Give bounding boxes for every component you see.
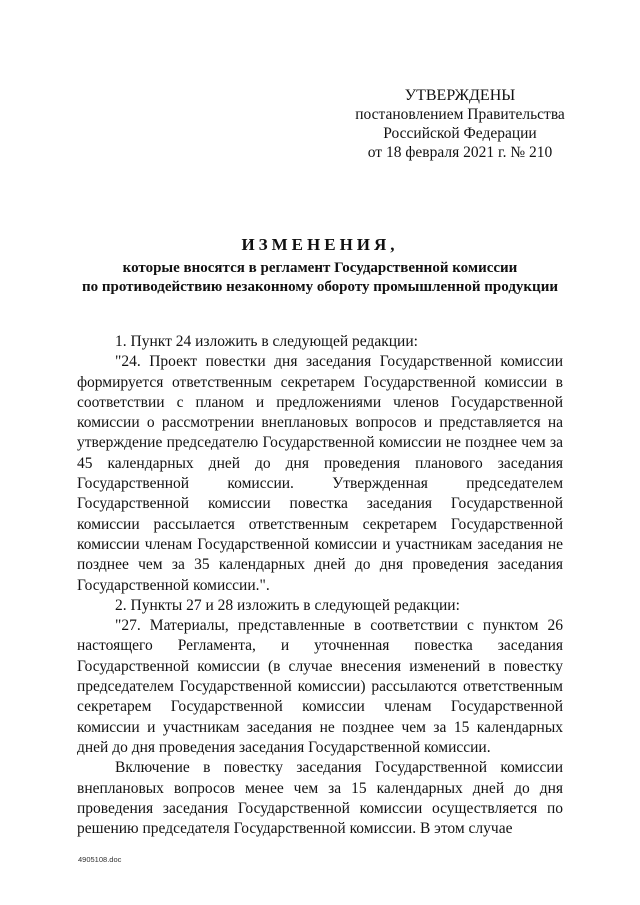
document-title: ИЗМЕНЕНИЯ, bbox=[241, 235, 399, 254]
paragraph-item-2: 2. Пункты 27 и 28 изложить в следующей редакции: bbox=[115, 596, 460, 614]
approval-line-2: Российской Федерации bbox=[383, 125, 537, 142]
document-subtitle bbox=[40, 259, 600, 297]
document-body bbox=[77, 332, 563, 839]
file-name-footer: 4905108.doc bbox=[78, 855, 122, 864]
paragraph-item-1: 1. Пункт 24 изложить в следующей редакции: bbox=[115, 333, 418, 350]
paragraph-clause-27: "27. Материалы, представленные в соответствии с пунктом 26 настоящего Регламента, и уточненная повестка заседания Государственной комиссии (в случае внесения изменений в повестку председателем Государственной комиссии) рассылаются ответственным секретарем Государственной комиссии членам Государственной комиссии и участникам заседания не позднее чем за 15 календарных дней до дня проведения заседания Государственной комиссии. bbox=[77, 617, 563, 756]
approval-heading: УТВЕРЖДЕНЫ bbox=[404, 87, 516, 104]
approval-line-1: постановлением Правительства bbox=[355, 106, 565, 123]
subtitle-line-2: по противодействию незаконному обороту промышленной продукции bbox=[82, 279, 558, 295]
approval-line-3: от 18 февраля 2021 г. № 210 bbox=[367, 144, 553, 161]
paragraph-clause-24: "24. Проект повестки дня заседания Государственной комиссии формируется ответственным секретарем Государственной комиссии в соответствии с планом и предложениями членов Государственной комиссии о рассмотрении внеплановых вопросов и представляется на утверждение председателю Государственной комиссии не позднее чем за 45 календарных дней до дня проведения планового заседания Государственной комиссии. Утвержденная председателем Государственной комиссии повестка заседания Государственной комиссии рассылается ответственным секретарем Государственной комиссии членам Государственной комиссии и участникам заседания не позднее чем за 35 календарных дней до дня проведения заседания Государственной комиссии.". bbox=[77, 353, 563, 594]
approval-block bbox=[330, 86, 590, 162]
paragraph-clause-27-continued: Включение в повестку заседания Государственной комиссии внеплановых вопросов менее чем за 15 календарных дней до дня проведения заседания Государственной комиссии осуществляется по решению председателя Государственной комиссии. В этом случае bbox=[77, 759, 563, 838]
subtitle-line-1: которые вносятся в регламент Государственной комиссии bbox=[122, 260, 518, 276]
